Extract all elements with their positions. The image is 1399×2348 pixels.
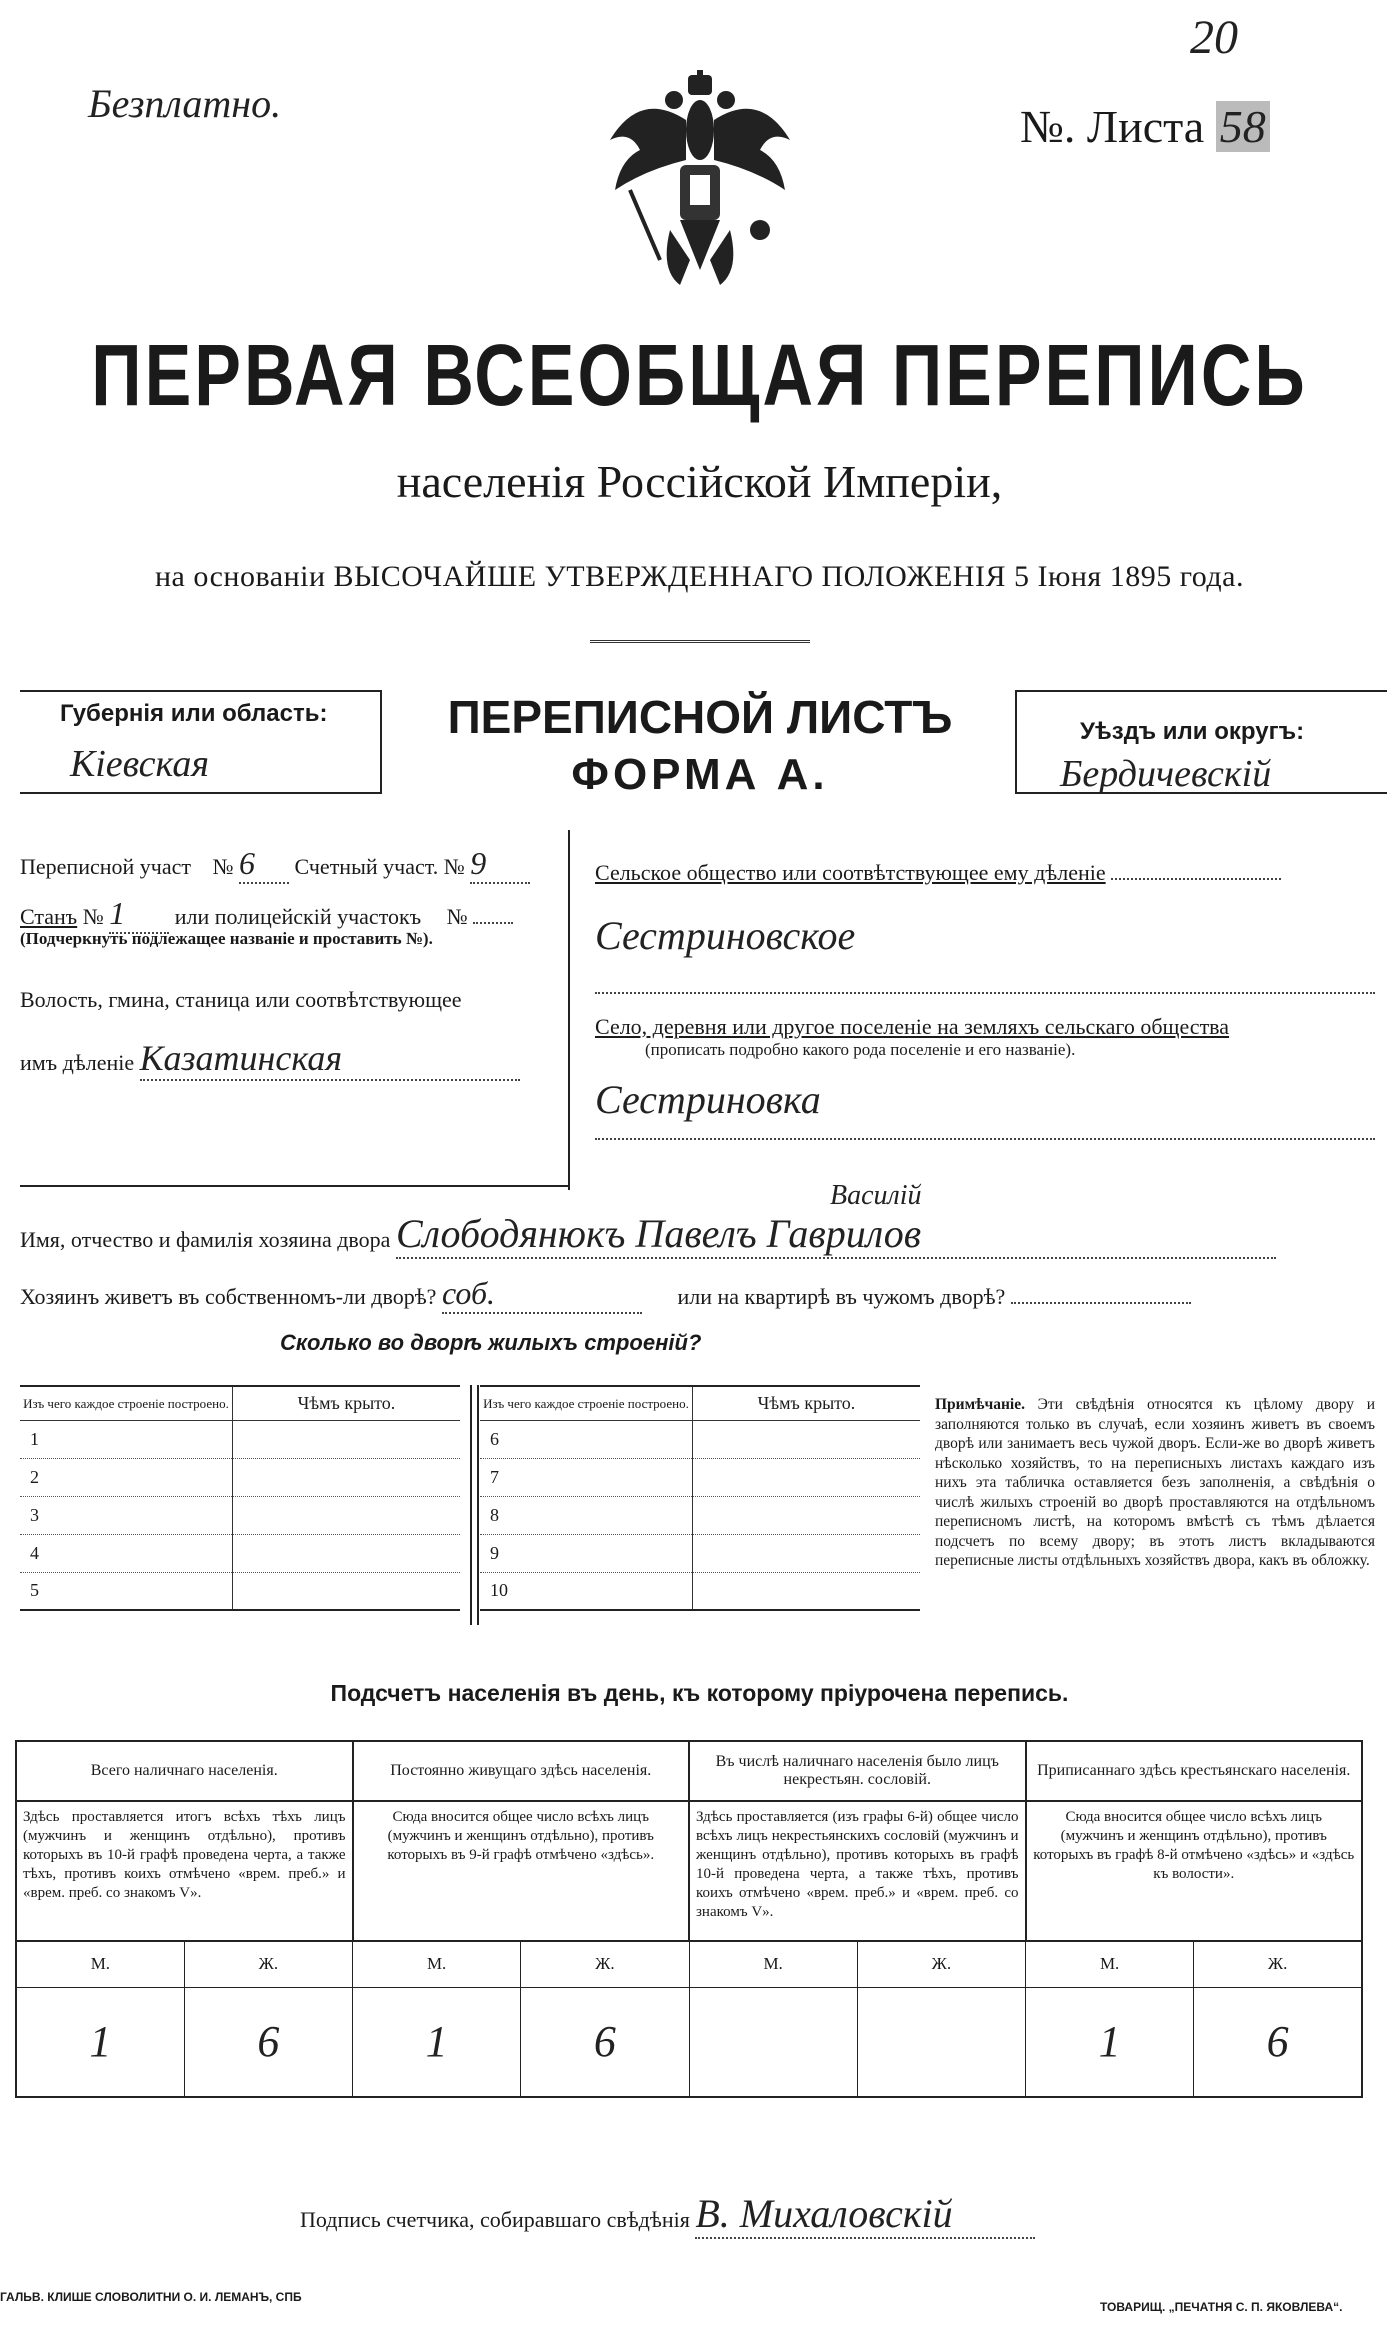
- village-note: (прописать подробно какого рода поселеніе и его названіе).: [645, 1040, 1076, 1059]
- table-row: [20, 1420, 460, 1458]
- count-desc-row: [16, 1801, 1362, 1941]
- row-number: 3: [20, 1496, 233, 1534]
- roof-cell[interactable]: [233, 1534, 461, 1572]
- row-number: 8: [480, 1496, 693, 1534]
- volost-label: [20, 987, 560, 1037]
- female-label: Ж.: [1194, 1941, 1362, 1987]
- society-blank: [1111, 878, 1281, 880]
- no-sign: №: [212, 854, 234, 879]
- buildings-col-roof: Чѣмъ крыто.: [233, 1386, 461, 1420]
- roof-cell[interactable]: [693, 1534, 921, 1572]
- owner-row: [20, 1210, 1276, 1259]
- signature-value: В. Михаловскій: [695, 2190, 1035, 2239]
- uezd-label: Уѣздъ или округъ:: [1080, 718, 1305, 745]
- perepisnoi-value: 6: [239, 845, 289, 884]
- row-number: 6: [480, 1420, 693, 1458]
- buildings-col-roof: Чѣмъ крыто.: [693, 1386, 921, 1420]
- signature-label: Подпись счетчика, собиравшаго свѣдѣнія: [300, 2207, 690, 2232]
- male-label: М.: [353, 1941, 521, 1987]
- basis-line: на основаніи ВЫСОЧАЙШЕ УТВЕРЖДЕННАГО ПОЛОЖЕНІЯ 5 Іюня 1895 года.: [155, 560, 1244, 593]
- stan-label: Станъ: [20, 904, 78, 929]
- row-number: 1: [20, 1420, 233, 1458]
- tables-divider: [470, 1385, 479, 1625]
- count-value-row: [16, 1987, 1362, 2097]
- apartment-blank: [1011, 1302, 1191, 1304]
- schetny-value: 9: [470, 845, 530, 884]
- table-row: [20, 1534, 460, 1572]
- form-type: ФОРМА А.: [571, 750, 829, 799]
- male-count[interactable]: 1: [16, 1987, 184, 2097]
- stan-note: (Подчеркнуть подлежащее названіе и проставить №).: [20, 929, 433, 948]
- male-label: М.: [16, 1941, 184, 1987]
- lives-label: Хозяинъ живетъ въ собственномъ-ли дворѣ?: [20, 1284, 437, 1309]
- row-number: 7: [480, 1458, 693, 1496]
- male-label: М.: [689, 1941, 857, 1987]
- gubernia-value: Кіевская: [70, 743, 210, 785]
- table-row: [480, 1420, 920, 1458]
- right-field-group: [595, 860, 1385, 1140]
- female-label: Ж.: [521, 1941, 689, 1987]
- male-count[interactable]: 1: [1026, 1987, 1194, 2097]
- count-col-desc: Здѣсь проставляется итогъ всѣхъ тѣхъ лицъ (мужчинъ и женщинъ отдѣльно), противъ которыхъ въ 10-й графѣ проведена черта, а также тѣхъ, противъ коихъ отмѣчено «врем. преб.» и «врем. преб. со знакомъ V».: [16, 1801, 353, 1941]
- roof-cell[interactable]: [693, 1420, 921, 1458]
- male-count[interactable]: [689, 1987, 857, 2097]
- society-row: [595, 860, 1385, 912]
- coat-of-arms-icon: [600, 70, 800, 300]
- female-count[interactable]: 6: [521, 1987, 689, 2097]
- volost-label-text: Волость, гмина, станица или соотвѣтствующее: [20, 987, 462, 1012]
- subtitle: населенія Россійской Имперіи,: [396, 456, 1003, 507]
- uezd-value: Бердичевскій: [1060, 753, 1272, 795]
- remark-text: Эти свѣдѣнія относятся къ цѣлому двору и заполняются только въ случаѣ, если хозяинъ живетъ въ своемъ дворѣ или занимаетъ весь чужой дворъ. Если-же во дворѣ живетъ нѣсколько хозяйствъ, то на переписныхъ листахъ каждаго изъ нихъ эта табличка оставляется безъ заполненія, а свѣдѣнія о числѣ жилыхъ строеній во дворѣ проставляются на отдѣльномъ переписномъ листѣ, на которомъ вмѣстѣ съ тѣмъ дѣлается подсчетъ по всему двору; въ этотъ листъ вкладываются переписные листы отдѣльныхъ хозяйствъ двора, какъ въ обложку.: [935, 1396, 1375, 1569]
- female-count[interactable]: 6: [184, 1987, 352, 2097]
- remark: [935, 1395, 1375, 1571]
- table-row: [480, 1496, 920, 1534]
- roof-cell[interactable]: [693, 1458, 921, 1496]
- row-number: 9: [480, 1534, 693, 1572]
- owner-value: Слободянюкъ Павелъ Гаврилов: [396, 1210, 1276, 1259]
- count-col-desc: Сюда вносится общее число всѣхъ лицъ (мужчинъ и женщинъ отдѣльно), противъ которыхъ въ графѣ 8-й отмѣчено «здѣсь» и «здѣсь къ волости».: [1026, 1801, 1363, 1941]
- buildings-header-row: [480, 1386, 920, 1420]
- perepisnoi-row: [20, 845, 560, 895]
- form-title: ПЕРЕПИСНОЙ ЛИСТЪ: [447, 691, 953, 743]
- table-row: [480, 1572, 920, 1610]
- sheet-number: [1020, 100, 1270, 153]
- schetny-label: Счетный участ.: [294, 854, 439, 879]
- count-col-desc: Здѣсь проставляется (изъ графы 6-й) общее число всѣхъ лицъ некрестьянскихъ сословій (мужчинъ и женщинъ отдѣльно), противъ которыхъ въ графѣ 10-й проведена черта, а также тѣхъ, противъ коихъ отмѣчено «врем. преб.» и «врем. преб. со знакомъ V».: [689, 1801, 1026, 1941]
- volost-row: [20, 1037, 560, 1081]
- owner-label: Имя, отчество и фамилія хозяина двора: [20, 1227, 391, 1252]
- buildings-question: Сколько во дворѣ жилыхъ строеній?: [280, 1330, 702, 1355]
- fields-bottom-line: [20, 1185, 570, 1187]
- main-title: ПЕРВАЯ ВСЕОБЩАЯ ПЕРЕПИСЬ: [91, 326, 1308, 424]
- table-row: [20, 1496, 460, 1534]
- row-number: 10: [480, 1572, 693, 1610]
- buildings-col-material: Изъ чего каждое строеніе построено.: [20, 1386, 233, 1420]
- count-col-desc: Сюда вносится общее число всѣхъ лицъ (мужчинъ и женщинъ отдѣльно), противъ которыхъ въ 9-й графѣ отмѣчено «здѣсь».: [353, 1801, 690, 1941]
- count-col-title: Постоянно живущаго здѣсь населенія.: [353, 1741, 690, 1801]
- free-label: Безплатно.: [88, 81, 282, 126]
- buildings-header-row: [20, 1386, 460, 1420]
- buildings-table-left: [20, 1385, 460, 1611]
- roof-cell[interactable]: [693, 1572, 921, 1610]
- count-title-row: [16, 1741, 1362, 1801]
- female-count[interactable]: [857, 1987, 1025, 2097]
- count-heading: Подсчетъ населенія въ день, къ которому пріурочена перепись.: [330, 1680, 1069, 1706]
- signature-row: [300, 2190, 1035, 2239]
- remark-title: Примѣчаніе.: [935, 1396, 1025, 1413]
- roof-cell[interactable]: [693, 1496, 921, 1534]
- row-number: 4: [20, 1534, 233, 1572]
- stan-value: 1: [109, 895, 169, 934]
- male-count[interactable]: 1: [353, 1987, 521, 2097]
- row-number: 2: [20, 1458, 233, 1496]
- sheet-number-value: 58: [1216, 101, 1270, 152]
- count-col-title: Всего наличнаго населенія.: [16, 1741, 353, 1801]
- stan-no-sign: №: [82, 904, 104, 929]
- owner-correction: Василій: [830, 1180, 922, 1211]
- left-field-group: [20, 845, 560, 1081]
- schetny-no-sign: №: [443, 854, 465, 879]
- lives-value: соб.: [442, 1275, 642, 1314]
- female-label: Ж.: [184, 1941, 352, 1987]
- table-row: [20, 1458, 460, 1496]
- village-label: Село, деревня или другое поселеніе на земляхъ сельскаго общества: [595, 1014, 1230, 1039]
- village-value: Сестриновка: [595, 1076, 1375, 1140]
- buildings-col-material: Изъ чего каждое строеніе построено.: [480, 1386, 693, 1420]
- footer-right: ТОВАРИЩ. „ПЕЧАТНЯ С. П. ЯКОВЛЕВА“.: [1100, 2300, 1343, 2314]
- gubernia-label: Губернія или область:: [60, 700, 328, 727]
- roof-cell[interactable]: [233, 1458, 461, 1496]
- police-label: или полицейскій участокъ: [174, 904, 422, 929]
- apartment-label: или на квартирѣ въ чужомъ дворѣ?: [677, 1284, 1006, 1309]
- roof-cell[interactable]: [233, 1420, 461, 1458]
- fields-divider: [568, 830, 570, 1190]
- volost-label2: имъ дѣленіе: [20, 1050, 135, 1075]
- table-row: [480, 1534, 920, 1572]
- count-table: [15, 1740, 1363, 2098]
- male-label: М.: [1026, 1941, 1194, 1987]
- corner-number: 20: [1190, 11, 1238, 64]
- row-number: 5: [20, 1572, 233, 1610]
- police-no-sign: №: [446, 904, 468, 929]
- society-label: Сельское общество или соотвѣтствующее ему дѣленіе: [595, 860, 1106, 885]
- volost-value: Казатинская: [140, 1037, 520, 1081]
- perepisnoi-label: Переписной участ: [20, 854, 191, 879]
- count-col-title: Въ числѣ наличнаго населенія было лицъ некрестьян. сословій.: [689, 1741, 1026, 1801]
- roof-cell[interactable]: [233, 1572, 461, 1610]
- buildings-table-right: [480, 1385, 920, 1611]
- table-row: [20, 1572, 460, 1610]
- footer-left: ГАЛЬВ. КЛИШЕ СЛОВОЛИТНИ О. И. ЛЕМАНЪ, СПБ: [0, 2290, 302, 2304]
- count-sex-row: [16, 1941, 1362, 1987]
- roof-cell[interactable]: [233, 1496, 461, 1534]
- stan-row: [20, 895, 560, 929]
- lives-row: [20, 1275, 1191, 1314]
- police-value-blank: [473, 922, 513, 924]
- sheet-number-label: №. Листа: [1020, 101, 1205, 152]
- female-count[interactable]: 6: [1194, 1987, 1362, 2097]
- society-value: Сестриновское: [595, 912, 1375, 994]
- count-col-title: Приписаннаго здѣсь крестьянскаго населенія.: [1026, 1741, 1363, 1801]
- table-row: [480, 1458, 920, 1496]
- ornament-divider: [590, 640, 810, 657]
- female-label: Ж.: [857, 1941, 1025, 1987]
